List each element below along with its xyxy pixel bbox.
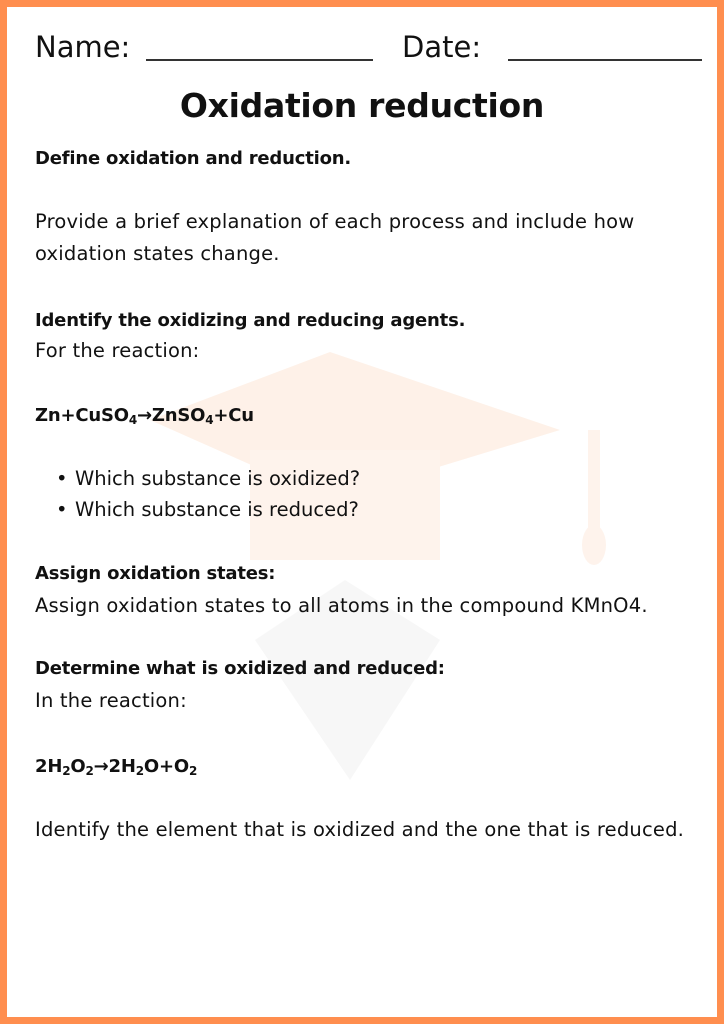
q1-heading: Define oxidation and reduction. bbox=[35, 148, 351, 169]
eq-subscript: 2 bbox=[188, 764, 198, 778]
bullet-item: • Which substance is reduced? bbox=[75, 498, 359, 521]
q4-heading: Determine what is oxidized and reduced: bbox=[35, 658, 445, 679]
q1-text-1: Provide a brief explanation of each process and include how bbox=[35, 210, 635, 233]
eq-part: +Cu bbox=[213, 405, 254, 426]
page-title: Oxidation reduction bbox=[179, 86, 545, 125]
name-label: Name: bbox=[35, 30, 131, 64]
date-label: Date: bbox=[402, 30, 482, 64]
eq-subscript: 4 bbox=[205, 413, 214, 427]
eq-subscript: 2 bbox=[85, 764, 94, 778]
eq-subscript: 2 bbox=[135, 764, 144, 778]
q3-heading: Assign oxidation states: bbox=[35, 563, 276, 584]
q4-intro: In the reaction: bbox=[35, 689, 187, 712]
eq-part: →ZnSO bbox=[137, 405, 206, 426]
eq-subscript: 4 bbox=[128, 413, 137, 427]
eq-part: →2H bbox=[93, 756, 136, 777]
q4-text: Identify the element that is oxidized and the one that is reduced. bbox=[35, 818, 685, 841]
q2-equation bbox=[35, 405, 254, 427]
q2-heading: Identify the oxidizing and reducing agents. bbox=[35, 310, 466, 331]
q3-text: Assign oxidation states to all atoms in the compound KMnO4. bbox=[35, 594, 648, 617]
name-field[interactable] bbox=[146, 59, 373, 61]
q2-intro: For the reaction: bbox=[35, 339, 200, 362]
q4-equation bbox=[35, 756, 197, 778]
date-field[interactable] bbox=[508, 59, 702, 61]
eq-subscript: 2 bbox=[62, 764, 71, 778]
bullet-item: • Which substance is oxidized? bbox=[75, 467, 360, 490]
eq-part: 2H bbox=[35, 756, 63, 777]
eq-part: O+O bbox=[143, 756, 189, 777]
eq-part: Zn+CuSO bbox=[35, 405, 129, 426]
eq-part: O bbox=[70, 756, 86, 777]
q1-text-2: oxidation states change. bbox=[35, 242, 280, 265]
